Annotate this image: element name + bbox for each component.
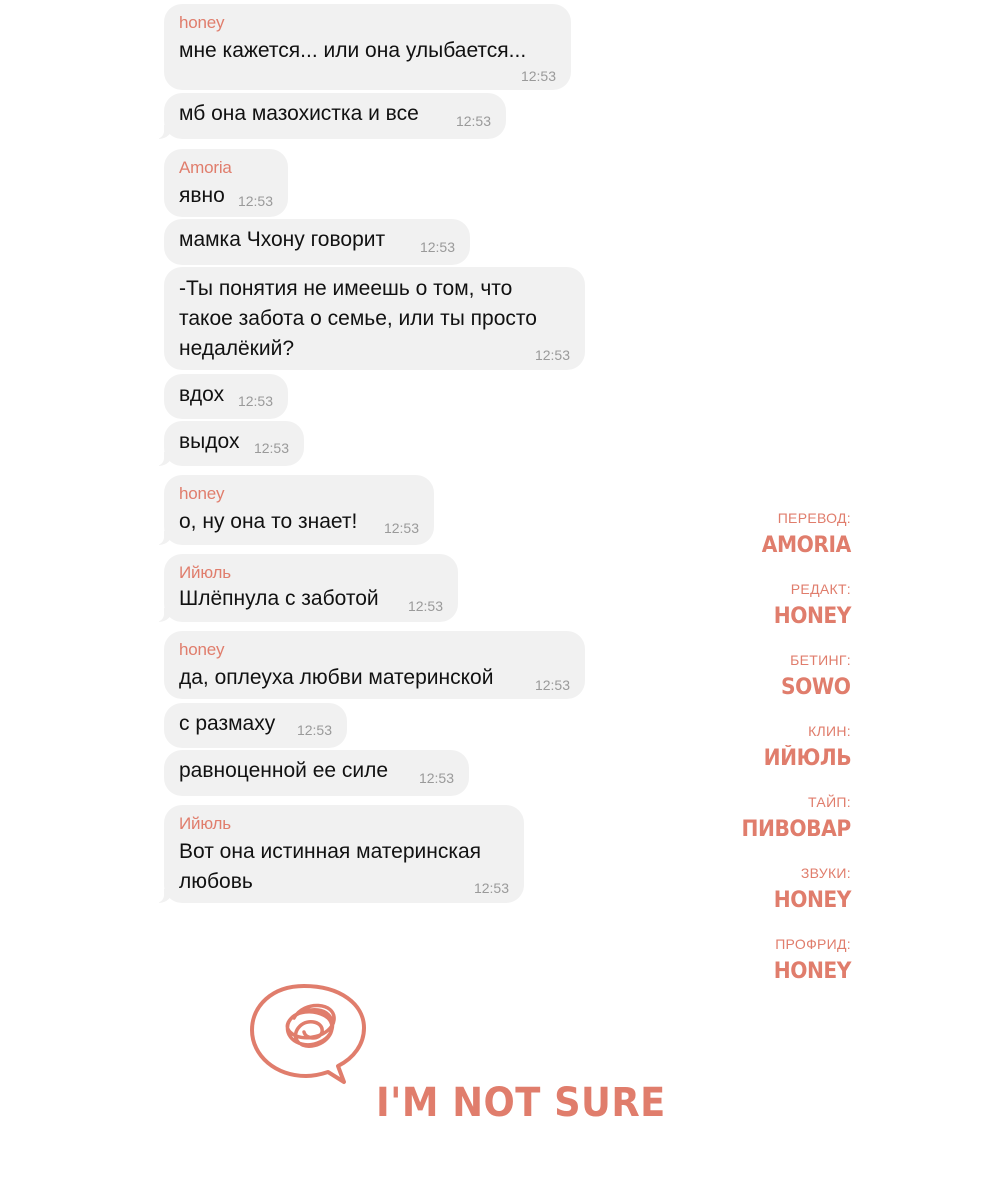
message-bubble: [164, 703, 347, 748]
message-sender: Amoria: [179, 158, 232, 177]
credit-name: AMORIA: [761, 533, 851, 558]
message-text: Вот она истинная материнская: [179, 840, 482, 863]
message-text: мб она мазохистка и все: [179, 102, 419, 125]
message-sender: Ийюль: [179, 814, 231, 833]
message-bubble: [164, 4, 571, 90]
message-bubble: [164, 219, 470, 265]
speech-bubble-scribble-icon: [244, 978, 374, 1090]
message-time: 12:53: [296, 722, 332, 738]
message-time: 12:53: [253, 440, 289, 456]
message-text: вдох: [179, 383, 225, 406]
message-time: 12:53: [419, 239, 455, 255]
credit-name: HONEY: [773, 888, 851, 913]
credits-panel: [591, 0, 851, 1000]
message-text: мамка Чхону говорит: [179, 228, 386, 251]
message-bubble: [164, 750, 469, 796]
message-bubble: [164, 421, 304, 466]
message-text: любовь: [179, 870, 253, 893]
message-sender: honey: [179, 13, 225, 32]
message-text: явно: [179, 184, 225, 207]
credit-name: HONEY: [773, 604, 851, 629]
credit-label: ПРОФРИД:: [775, 936, 851, 952]
message-bubble: [164, 554, 458, 622]
message-text: такое забота о семье, или ты просто: [179, 307, 537, 330]
message-bubble: [164, 475, 434, 545]
message-text: о, ну она то знает!: [179, 510, 358, 533]
message-time: 12:53: [418, 770, 454, 786]
credit-label: БЕТИНГ:: [790, 652, 851, 668]
message-text: -Ты понятия не имеешь о том, что: [179, 277, 513, 300]
credit-name: HONEY: [773, 959, 851, 984]
message-text: недалёкий?: [179, 337, 295, 360]
message-sender: honey: [179, 484, 225, 503]
message-time: 12:53: [383, 520, 419, 536]
message-time: 12:53: [407, 598, 443, 614]
message-time: 12:53: [237, 193, 273, 209]
message-text: выдох: [179, 430, 240, 453]
message-text: мне кажется... или она улыбается...: [179, 39, 527, 62]
message-bubble: [164, 93, 506, 139]
credit-label: ТАЙП:: [808, 794, 851, 810]
message-time: 12:53: [534, 347, 570, 363]
message-time: 12:53: [237, 393, 273, 409]
message-text: равноценной ее силе: [179, 759, 389, 782]
credit-name: ИЙЮЛЬ: [763, 746, 851, 771]
message-time: 12:53: [534, 677, 570, 693]
credit-label: КЛИН:: [808, 723, 851, 739]
message-bubble: [164, 149, 288, 217]
message-bubble: [164, 374, 288, 419]
message-bubble: [164, 631, 585, 699]
credit-label: ЗВУКИ:: [800, 865, 851, 881]
message-time: 12:53: [473, 880, 509, 896]
message-sender: Ийюль: [179, 563, 231, 582]
message-text: да, оплеуха любви материнской: [179, 666, 494, 689]
message-sender: honey: [179, 640, 225, 659]
message-bubble: [164, 267, 585, 370]
credit-label: ПЕРЕВОД:: [777, 510, 851, 526]
credit-name: ПИВОВАР: [741, 817, 851, 842]
message-text: Шлёпнула с заботой: [179, 587, 379, 610]
logo-text: I'M NOT SURE: [376, 1080, 666, 1126]
message-bubble: [164, 805, 524, 903]
message-time: 12:53: [455, 113, 491, 129]
message-text: с размаху: [179, 712, 276, 735]
message-time: 12:53: [520, 68, 556, 84]
credit-name: SOWO: [781, 675, 851, 700]
credit-label: РЕДАКТ:: [790, 581, 851, 597]
